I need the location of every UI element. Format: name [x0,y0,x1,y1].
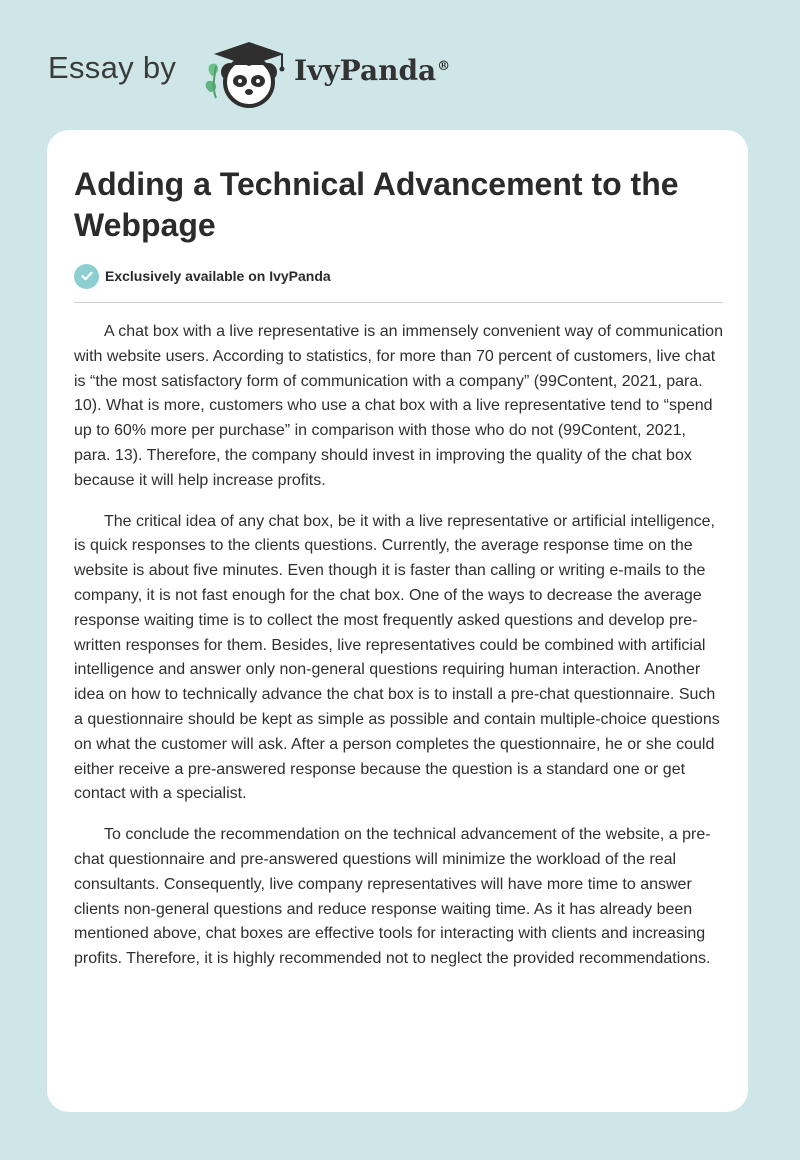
exclusive-badge [74,263,331,289]
brand-header [48,36,508,108]
essay-body [74,320,726,988]
brand-name-text: IvyPanda [294,54,437,87]
page-title: Adding a Technical Advancement to the Webpage [74,166,679,243]
badge-text: Exclusively available on IvyPanda [105,268,331,284]
divider [74,302,723,303]
paragraph: A chat box with a live representative is an immensely convenient way of communication with website users. According to statistics, for more than 70 percent of customers, live chat is “the most satisfactory form of communication with a company” (99Content, 2021, para. 10). What is more, customers who use a chat box with a live representative tend to “spend up to 60% more per purchase” in comparison with those who do not (99Content, 2021, para. 13). Therefore, the company should invest in improving the quality of the chat box because it will help increase profits. [74,323,723,489]
check-circle-icon [74,264,99,289]
essay-card [47,130,748,1112]
paragraph: The critical idea of any chat box, be it with a live representative or artificial intelligence, is quick responses to the clients questions. Currently, the average response time on the website is about five minutes. Even though it is faster than calling or writing e-mails to the company, it is not fast enough for the chat box. One of the ways to decrease the average response waiting time is to collect the most frequently asked questions and develop pre-written responses for them. Besides, live representatives could be combined with artificial intelligence and answer only non-general questions requiring human interaction. Another idea on how to technically advance the chat box is to install a pre-chat questionnaire. Such a questionnaire should be kept as simple as possible and contain multiple-choice questions on what the customer will ask. After a person completes the questionnaire, he or she could either receive a pre-answered response because the question is a standard one or get contact with a specialist. [74,512,720,803]
registered-mark: ® [437,58,451,74]
brand-name [294,54,450,87]
paragraph: To conclude the recommendation on the technical advancement of the website, a pre-chat questionnaire and pre-answered questions will minimize the workload of the real consultants. Consequently, live company representatives will have more time to answer clients non-general questions and reduce response waiting time. As it has already been mentioned above, chat boxes are effective tools for interacting with clients and increasing profits. Therefore, it is highly recommended not to neglect the provided recommendations. [74,826,711,968]
panda-graduate-icon [202,36,292,108]
brand-prefix: Essay by [48,50,177,85]
